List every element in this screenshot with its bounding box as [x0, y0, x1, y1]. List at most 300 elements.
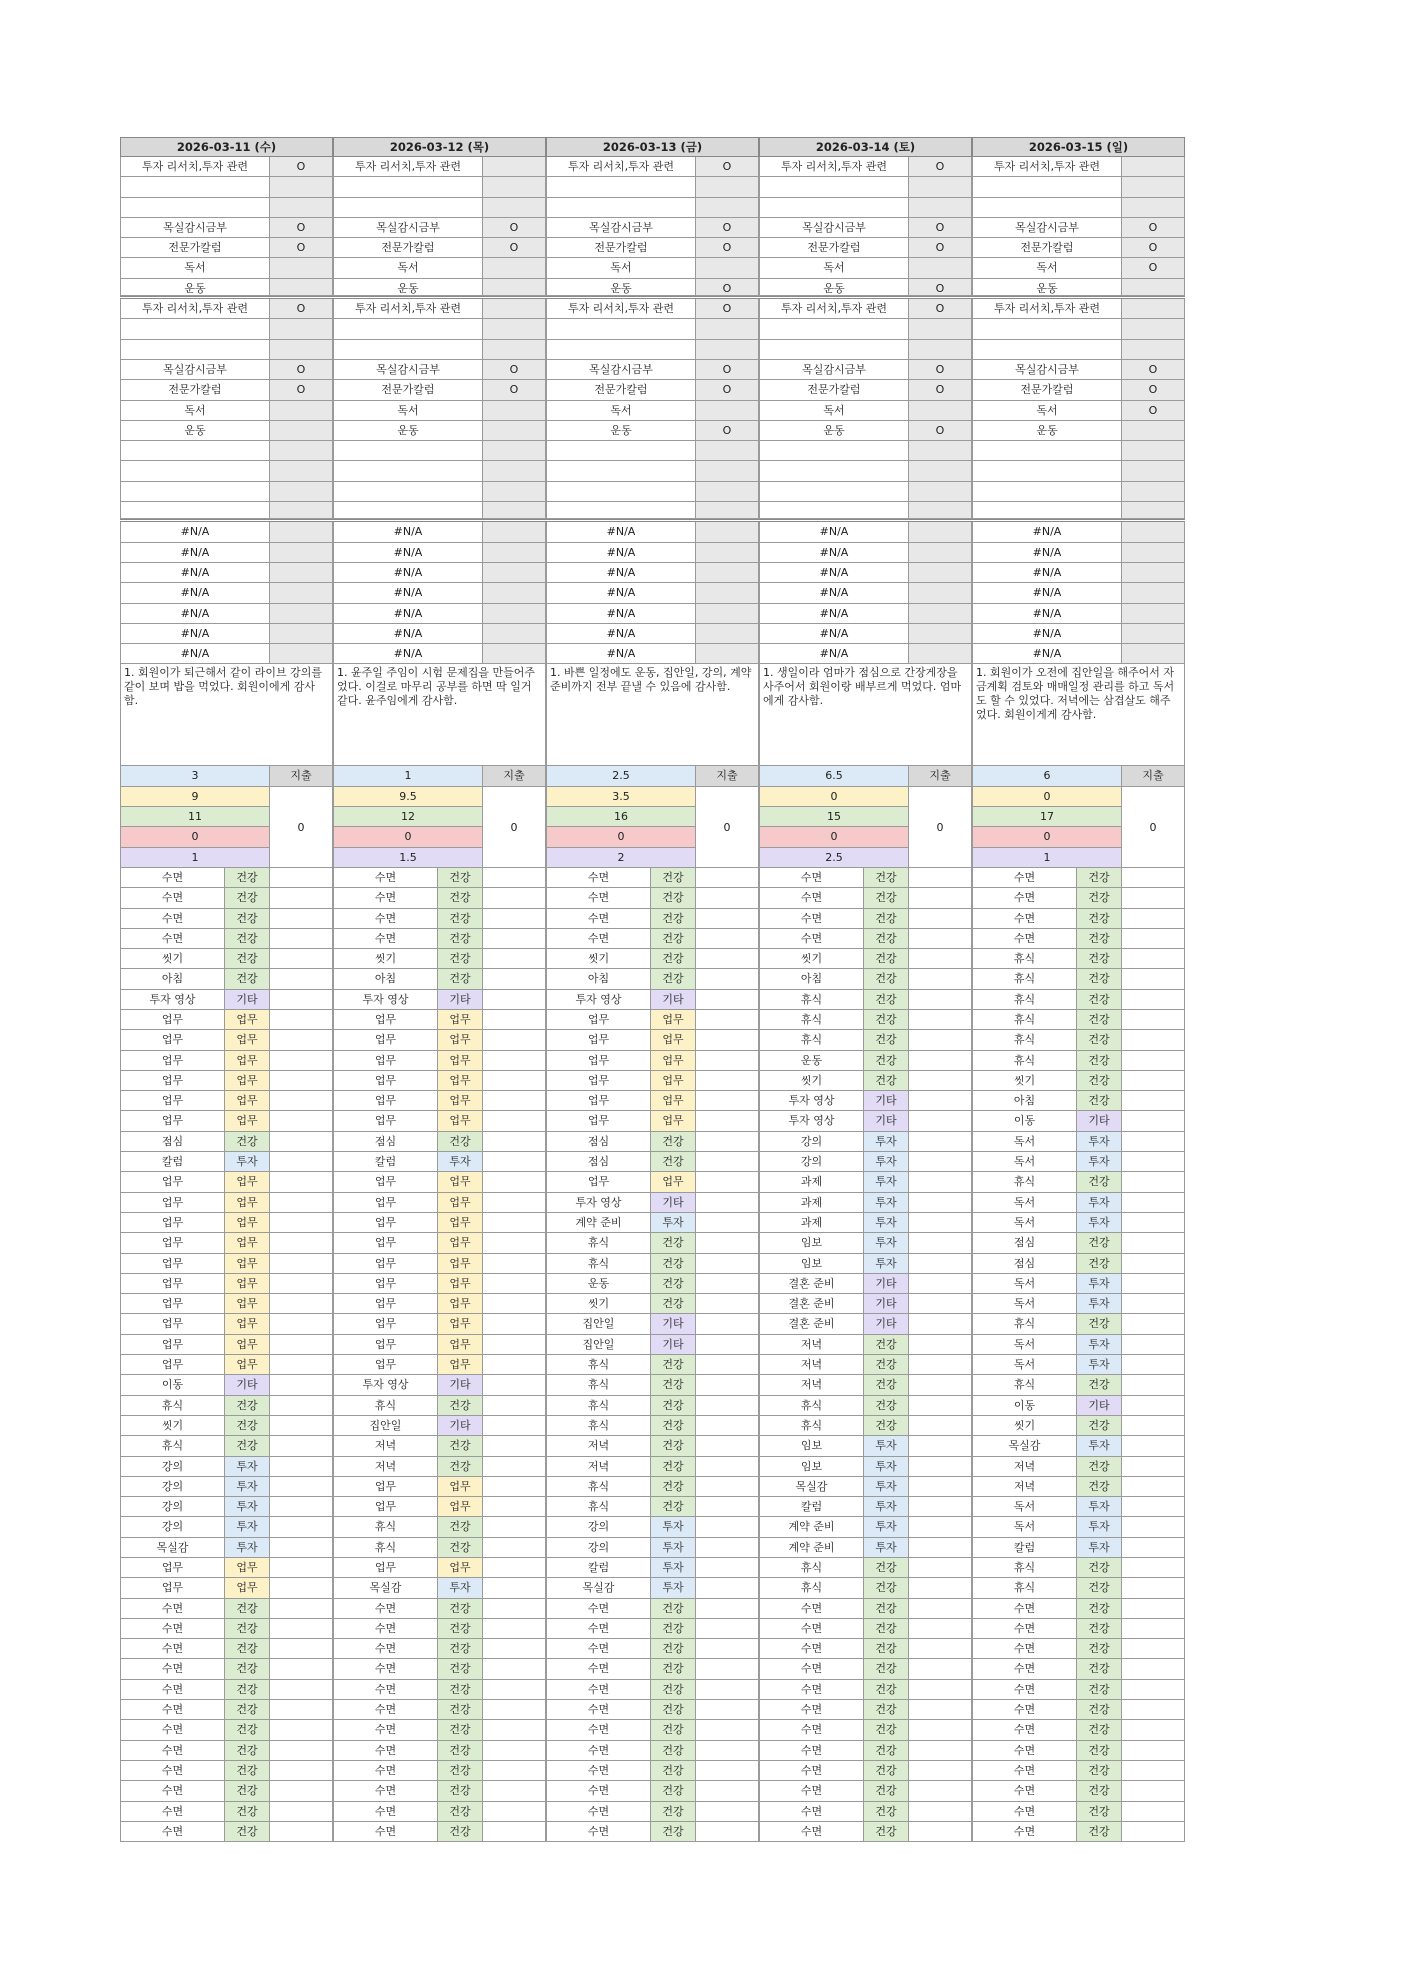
schedule-activity[interactable]: 수면 — [972, 1700, 1077, 1720]
task-check[interactable] — [909, 401, 972, 421]
schedule-activity[interactable]: 업무 — [546, 1030, 651, 1050]
schedule-activity[interactable]: 수면 — [333, 1781, 438, 1801]
schedule-activity[interactable]: 업무 — [120, 1355, 225, 1375]
schedule-activity[interactable]: 아침 — [120, 969, 225, 989]
schedule-activity[interactable]: 업무 — [120, 1172, 225, 1192]
schedule-activity[interactable]: 임보 — [759, 1457, 864, 1477]
task-check[interactable] — [483, 279, 546, 296]
schedule-activity[interactable]: 업무 — [120, 1233, 225, 1253]
task-check[interactable]: O — [909, 360, 972, 380]
schedule-activity[interactable]: 수면 — [972, 929, 1077, 949]
schedule-activity[interactable]: 수면 — [759, 1619, 864, 1639]
schedule-activity[interactable]: 저녁 — [546, 1436, 651, 1456]
task-check[interactable] — [1122, 441, 1185, 461]
schedule-activity[interactable]: 투자 영상 — [759, 1091, 864, 1111]
schedule-activity[interactable]: 수면 — [759, 1659, 864, 1679]
schedule-activity[interactable]: 휴식 — [972, 1375, 1077, 1395]
schedule-activity[interactable]: 휴식 — [546, 1396, 651, 1416]
schedule-activity[interactable]: 업무 — [120, 1314, 225, 1334]
task-check[interactable]: O — [696, 421, 759, 441]
schedule-activity[interactable]: 계약 준비 — [759, 1538, 864, 1558]
task-check[interactable] — [483, 482, 546, 502]
schedule-activity[interactable]: 이동 — [972, 1396, 1077, 1416]
schedule-activity[interactable]: 수면 — [972, 1720, 1077, 1740]
schedule-activity[interactable]: 저녁 — [333, 1457, 438, 1477]
gratitude-note[interactable]: 1. 바쁜 일정에도 운동, 집안일, 강의, 계약준비까지 전부 끝낼 수 있음에 감사함. — [546, 664, 759, 766]
schedule-activity[interactable]: 수면 — [120, 909, 225, 929]
task-check[interactable]: O — [909, 218, 972, 238]
schedule-activity[interactable]: 업무 — [333, 1477, 438, 1497]
schedule-activity[interactable]: 수면 — [972, 909, 1077, 929]
schedule-activity[interactable]: 수면 — [333, 888, 438, 908]
schedule-activity[interactable]: 업무 — [120, 1558, 225, 1578]
task-check[interactable] — [696, 258, 759, 278]
task-check[interactable]: O — [1122, 218, 1185, 238]
schedule-activity[interactable]: 수면 — [759, 1639, 864, 1659]
schedule-activity[interactable]: 아침 — [759, 969, 864, 989]
schedule-activity[interactable]: 수면 — [972, 1761, 1077, 1781]
schedule-activity[interactable]: 수면 — [546, 1599, 651, 1619]
schedule-activity[interactable]: 점심 — [333, 1132, 438, 1152]
schedule-activity[interactable]: 업무 — [546, 1071, 651, 1091]
task-check[interactable]: O — [909, 279, 972, 296]
schedule-activity[interactable]: 휴식 — [972, 1010, 1077, 1030]
schedule-activity[interactable]: 독서 — [972, 1355, 1077, 1375]
schedule-activity[interactable]: 수면 — [759, 1761, 864, 1781]
task-check[interactable]: O — [270, 238, 333, 258]
task-check[interactable] — [909, 319, 972, 339]
task-check[interactable] — [483, 502, 546, 519]
schedule-activity[interactable]: 업무 — [333, 1172, 438, 1192]
schedule-activity[interactable]: 수면 — [333, 1761, 438, 1781]
schedule-activity[interactable]: 휴식 — [546, 1416, 651, 1436]
schedule-activity[interactable]: 점심 — [120, 1132, 225, 1152]
schedule-activity[interactable]: 업무 — [333, 1051, 438, 1071]
task-check[interactable] — [1122, 299, 1185, 319]
schedule-activity[interactable]: 저녁 — [972, 1457, 1077, 1477]
schedule-activity[interactable]: 이동 — [120, 1375, 225, 1395]
schedule-activity[interactable]: 휴식 — [972, 1051, 1077, 1071]
task-check[interactable]: O — [270, 299, 333, 319]
schedule-activity[interactable]: 수면 — [120, 1720, 225, 1740]
schedule-activity[interactable]: 휴식 — [759, 990, 864, 1010]
schedule-activity[interactable]: 투자 영상 — [333, 1375, 438, 1395]
task-check[interactable] — [696, 319, 759, 339]
schedule-activity[interactable]: 독서 — [972, 1132, 1077, 1152]
schedule-activity[interactable]: 씻기 — [972, 1416, 1077, 1436]
task-check[interactable] — [1122, 340, 1185, 360]
task-check[interactable]: O — [909, 299, 972, 319]
schedule-activity[interactable]: 휴식 — [759, 1030, 864, 1050]
schedule-activity[interactable]: 목실감 — [759, 1477, 864, 1497]
schedule-activity[interactable]: 저녁 — [759, 1335, 864, 1355]
schedule-activity[interactable]: 휴식 — [546, 1497, 651, 1517]
task-check[interactable] — [696, 198, 759, 218]
schedule-activity[interactable]: 업무 — [120, 1051, 225, 1071]
task-check[interactable]: O — [696, 360, 759, 380]
schedule-activity[interactable]: 씻기 — [333, 949, 438, 969]
schedule-activity[interactable]: 씻기 — [546, 949, 651, 969]
task-check[interactable]: O — [483, 380, 546, 400]
schedule-activity[interactable]: 집안일 — [333, 1416, 438, 1436]
schedule-activity[interactable]: 수면 — [759, 1781, 864, 1801]
schedule-activity[interactable]: 업무 — [333, 1010, 438, 1030]
schedule-activity[interactable]: 업무 — [546, 1010, 651, 1030]
gratitude-note[interactable]: 1. 생일이라 엄마가 점심으로 간장게장을 사주어서 회원이랑 배부르게 먹었다. 엄마에게 감사함. — [759, 664, 972, 766]
schedule-activity[interactable]: 강의 — [759, 1152, 864, 1172]
schedule-activity[interactable]: 휴식 — [972, 1578, 1077, 1598]
schedule-activity[interactable]: 수면 — [333, 1700, 438, 1720]
task-check[interactable]: O — [909, 157, 972, 177]
gratitude-note[interactable]: 1. 회원이가 오전에 집안일을 해주어서 자금계획 검토와 매매일정 관리를 하고 독서도 할 수 있었다. 저녁에는 삼겹살도 해주었다. 회원이게게 감사함. — [972, 664, 1185, 766]
schedule-activity[interactable]: 수면 — [972, 1680, 1077, 1700]
task-check[interactable]: O — [696, 157, 759, 177]
schedule-activity[interactable]: 독서 — [972, 1213, 1077, 1233]
schedule-activity[interactable]: 강의 — [759, 1132, 864, 1152]
schedule-activity[interactable]: 수면 — [333, 1802, 438, 1822]
schedule-activity[interactable]: 업무 — [333, 1111, 438, 1131]
task-check[interactable] — [909, 502, 972, 519]
schedule-activity[interactable]: 수면 — [759, 1680, 864, 1700]
schedule-activity[interactable]: 수면 — [759, 1802, 864, 1822]
schedule-activity[interactable]: 휴식 — [972, 949, 1077, 969]
schedule-activity[interactable]: 수면 — [120, 1761, 225, 1781]
schedule-activity[interactable]: 휴식 — [333, 1538, 438, 1558]
schedule-activity[interactable]: 업무 — [333, 1254, 438, 1274]
task-check[interactable]: O — [696, 279, 759, 296]
schedule-activity[interactable]: 업무 — [120, 1335, 225, 1355]
schedule-activity[interactable]: 휴식 — [120, 1396, 225, 1416]
schedule-activity[interactable]: 독서 — [972, 1497, 1077, 1517]
task-check[interactable] — [696, 502, 759, 519]
task-check[interactable]: O — [909, 380, 972, 400]
schedule-activity[interactable]: 수면 — [759, 1720, 864, 1740]
schedule-activity[interactable]: 업무 — [333, 1314, 438, 1334]
task-check[interactable] — [909, 340, 972, 360]
task-check[interactable]: O — [270, 218, 333, 238]
schedule-activity[interactable]: 씻기 — [972, 1071, 1077, 1091]
schedule-activity[interactable]: 업무 — [120, 1274, 225, 1294]
schedule-activity[interactable]: 수면 — [972, 1599, 1077, 1619]
task-check[interactable]: O — [909, 421, 972, 441]
schedule-activity[interactable]: 독서 — [972, 1294, 1077, 1314]
schedule-activity[interactable]: 씻기 — [120, 1416, 225, 1436]
schedule-activity[interactable]: 임보 — [759, 1436, 864, 1456]
task-check[interactable] — [483, 421, 546, 441]
schedule-activity[interactable]: 업무 — [120, 1578, 225, 1598]
task-check[interactable] — [270, 482, 333, 502]
schedule-activity[interactable]: 이동 — [972, 1111, 1077, 1131]
schedule-activity[interactable]: 집안일 — [546, 1314, 651, 1334]
task-check[interactable] — [696, 401, 759, 421]
schedule-activity[interactable]: 수면 — [759, 1599, 864, 1619]
schedule-activity[interactable]: 씻기 — [759, 949, 864, 969]
schedule-activity[interactable]: 수면 — [546, 1741, 651, 1761]
task-check[interactable] — [483, 157, 546, 177]
schedule-activity[interactable]: 칼럼 — [546, 1558, 651, 1578]
schedule-activity[interactable]: 업무 — [120, 1030, 225, 1050]
schedule-activity[interactable]: 수면 — [972, 1639, 1077, 1659]
task-check[interactable]: O — [1122, 360, 1185, 380]
task-check[interactable] — [270, 319, 333, 339]
schedule-activity[interactable]: 업무 — [333, 1274, 438, 1294]
schedule-activity[interactable]: 수면 — [546, 1619, 651, 1639]
schedule-activity[interactable]: 투자 영상 — [546, 1193, 651, 1213]
schedule-activity[interactable]: 수면 — [972, 1802, 1077, 1822]
schedule-activity[interactable]: 휴식 — [972, 1558, 1077, 1578]
schedule-activity[interactable]: 결혼 준비 — [759, 1314, 864, 1334]
schedule-activity[interactable]: 과제 — [759, 1193, 864, 1213]
task-check[interactable] — [909, 441, 972, 461]
schedule-activity[interactable]: 저녁 — [333, 1436, 438, 1456]
schedule-activity[interactable]: 수면 — [759, 1822, 864, 1842]
schedule-activity[interactable]: 휴식 — [546, 1375, 651, 1395]
schedule-activity[interactable]: 수면 — [972, 868, 1077, 888]
schedule-activity[interactable]: 목실감 — [972, 1436, 1077, 1456]
schedule-activity[interactable]: 업무 — [333, 1193, 438, 1213]
schedule-activity[interactable]: 수면 — [759, 909, 864, 929]
schedule-activity[interactable]: 칼럼 — [759, 1497, 864, 1517]
schedule-activity[interactable]: 수면 — [546, 909, 651, 929]
schedule-activity[interactable]: 업무 — [120, 1193, 225, 1213]
task-check[interactable]: O — [909, 238, 972, 258]
schedule-activity[interactable]: 독서 — [972, 1274, 1077, 1294]
schedule-activity[interactable]: 저녁 — [546, 1457, 651, 1477]
schedule-activity[interactable]: 수면 — [333, 1680, 438, 1700]
schedule-activity[interactable]: 투자 영상 — [333, 990, 438, 1010]
schedule-activity[interactable]: 수면 — [333, 1599, 438, 1619]
schedule-activity[interactable]: 수면 — [972, 888, 1077, 908]
schedule-activity[interactable]: 수면 — [333, 929, 438, 949]
task-check[interactable] — [1122, 157, 1185, 177]
schedule-activity[interactable]: 업무 — [546, 1172, 651, 1192]
schedule-activity[interactable]: 휴식 — [546, 1233, 651, 1253]
schedule-activity[interactable]: 수면 — [546, 1781, 651, 1801]
schedule-activity[interactable]: 업무 — [333, 1071, 438, 1091]
schedule-activity[interactable]: 강의 — [120, 1457, 225, 1477]
task-check[interactable] — [483, 340, 546, 360]
schedule-activity[interactable]: 과제 — [759, 1213, 864, 1233]
task-check[interactable] — [1122, 319, 1185, 339]
task-check[interactable] — [483, 177, 546, 197]
schedule-activity[interactable]: 휴식 — [333, 1396, 438, 1416]
schedule-activity[interactable]: 칼럼 — [333, 1152, 438, 1172]
schedule-activity[interactable]: 수면 — [546, 929, 651, 949]
task-check[interactable] — [1122, 421, 1185, 441]
task-check[interactable] — [483, 258, 546, 278]
task-check[interactable]: O — [1122, 258, 1185, 278]
schedule-activity[interactable]: 결혼 준비 — [759, 1294, 864, 1314]
schedule-activity[interactable]: 수면 — [546, 1802, 651, 1822]
task-check[interactable] — [1122, 482, 1185, 502]
task-check[interactable]: O — [696, 218, 759, 238]
schedule-activity[interactable]: 투자 영상 — [546, 990, 651, 1010]
task-check[interactable] — [909, 482, 972, 502]
task-check[interactable]: O — [483, 218, 546, 238]
schedule-activity[interactable]: 수면 — [120, 929, 225, 949]
task-check[interactable] — [1122, 177, 1185, 197]
schedule-activity[interactable]: 수면 — [759, 1741, 864, 1761]
schedule-activity[interactable]: 강의 — [120, 1477, 225, 1497]
schedule-activity[interactable]: 수면 — [972, 1781, 1077, 1801]
schedule-activity[interactable]: 업무 — [120, 1091, 225, 1111]
schedule-activity[interactable]: 저녁 — [759, 1355, 864, 1375]
schedule-activity[interactable]: 강의 — [120, 1497, 225, 1517]
schedule-activity[interactable]: 수면 — [333, 909, 438, 929]
task-check[interactable] — [270, 340, 333, 360]
schedule-activity[interactable]: 아침 — [972, 1091, 1077, 1111]
schedule-activity[interactable]: 수면 — [546, 888, 651, 908]
task-check[interactable] — [270, 461, 333, 481]
schedule-activity[interactable]: 휴식 — [972, 990, 1077, 1010]
task-check[interactable] — [483, 319, 546, 339]
schedule-activity[interactable]: 수면 — [120, 1619, 225, 1639]
task-check[interactable]: O — [1122, 238, 1185, 258]
schedule-activity[interactable]: 휴식 — [546, 1355, 651, 1375]
schedule-activity[interactable]: 강의 — [120, 1517, 225, 1537]
schedule-activity[interactable]: 수면 — [972, 1659, 1077, 1679]
task-check[interactable] — [696, 461, 759, 481]
schedule-activity[interactable]: 휴식 — [759, 1010, 864, 1030]
schedule-activity[interactable]: 수면 — [120, 1659, 225, 1679]
gratitude-note[interactable]: 1. 회원이가 퇴근해서 같이 라이브 강의를 같이 보며 밥을 먹었다. 회원이에게 감사함. — [120, 664, 333, 766]
schedule-activity[interactable]: 집안일 — [546, 1335, 651, 1355]
task-check[interactable] — [909, 198, 972, 218]
task-check[interactable]: O — [1122, 401, 1185, 421]
schedule-activity[interactable]: 휴식 — [972, 969, 1077, 989]
schedule-activity[interactable]: 업무 — [333, 1497, 438, 1517]
schedule-activity[interactable]: 목실감 — [333, 1578, 438, 1598]
schedule-activity[interactable]: 수면 — [120, 888, 225, 908]
schedule-activity[interactable]: 투자 영상 — [759, 1111, 864, 1131]
schedule-activity[interactable]: 수면 — [546, 1700, 651, 1720]
schedule-activity[interactable]: 수면 — [120, 1802, 225, 1822]
schedule-activity[interactable]: 씻기 — [546, 1294, 651, 1314]
schedule-activity[interactable]: 수면 — [546, 1680, 651, 1700]
schedule-activity[interactable]: 업무 — [333, 1355, 438, 1375]
schedule-activity[interactable]: 업무 — [333, 1213, 438, 1233]
schedule-activity[interactable]: 휴식 — [120, 1436, 225, 1456]
schedule-activity[interactable]: 수면 — [546, 1822, 651, 1842]
schedule-activity[interactable]: 업무 — [120, 1254, 225, 1274]
schedule-activity[interactable]: 수면 — [333, 1619, 438, 1639]
task-check[interactable] — [270, 177, 333, 197]
schedule-activity[interactable]: 수면 — [546, 1720, 651, 1740]
schedule-activity[interactable]: 수면 — [120, 1639, 225, 1659]
schedule-activity[interactable]: 결혼 준비 — [759, 1274, 864, 1294]
schedule-activity[interactable]: 저녁 — [759, 1375, 864, 1395]
schedule-activity[interactable]: 수면 — [546, 868, 651, 888]
schedule-activity[interactable]: 저녁 — [972, 1477, 1077, 1497]
task-check[interactable] — [909, 177, 972, 197]
schedule-activity[interactable]: 휴식 — [759, 1396, 864, 1416]
task-check[interactable] — [1122, 502, 1185, 519]
schedule-activity[interactable]: 수면 — [120, 1822, 225, 1842]
task-check[interactable] — [270, 258, 333, 278]
task-check[interactable] — [696, 340, 759, 360]
schedule-activity[interactable]: 목실감 — [546, 1578, 651, 1598]
schedule-activity[interactable]: 수면 — [120, 1741, 225, 1761]
schedule-activity[interactable]: 업무 — [546, 1091, 651, 1111]
task-check[interactable] — [483, 299, 546, 319]
gratitude-note[interactable]: 1. 윤주일 주임이 시험 문제집을 만들어주었다. 이걸로 마무리 공부를 하면 딱 일거 같다. 윤주임에게 감사함. — [333, 664, 546, 766]
schedule-activity[interactable]: 업무 — [120, 1213, 225, 1233]
schedule-activity[interactable]: 강의 — [546, 1538, 651, 1558]
schedule-activity[interactable]: 업무 — [333, 1335, 438, 1355]
schedule-activity[interactable]: 수면 — [546, 1761, 651, 1781]
schedule-activity[interactable]: 업무 — [120, 1010, 225, 1030]
schedule-activity[interactable]: 수면 — [546, 1659, 651, 1679]
schedule-activity[interactable]: 점심 — [972, 1254, 1077, 1274]
task-check[interactable] — [270, 401, 333, 421]
schedule-activity[interactable]: 업무 — [333, 1030, 438, 1050]
task-check[interactable] — [483, 461, 546, 481]
schedule-activity[interactable]: 수면 — [120, 868, 225, 888]
schedule-activity[interactable]: 업무 — [333, 1558, 438, 1578]
schedule-activity[interactable]: 수면 — [333, 868, 438, 888]
schedule-activity[interactable]: 휴식 — [972, 1314, 1077, 1334]
schedule-activity[interactable]: 수면 — [333, 1659, 438, 1679]
schedule-activity[interactable]: 수면 — [759, 888, 864, 908]
schedule-activity[interactable]: 휴식 — [759, 1578, 864, 1598]
task-check[interactable]: O — [483, 360, 546, 380]
schedule-activity[interactable]: 업무 — [546, 1111, 651, 1131]
schedule-activity[interactable]: 운동 — [546, 1274, 651, 1294]
schedule-activity[interactable]: 수면 — [120, 1700, 225, 1720]
schedule-activity[interactable]: 휴식 — [972, 1030, 1077, 1050]
task-check[interactable]: O — [696, 238, 759, 258]
task-check[interactable] — [696, 482, 759, 502]
schedule-activity[interactable]: 임보 — [759, 1233, 864, 1253]
schedule-activity[interactable]: 수면 — [972, 1822, 1077, 1842]
schedule-activity[interactable]: 점심 — [546, 1132, 651, 1152]
schedule-activity[interactable]: 수면 — [333, 1639, 438, 1659]
schedule-activity[interactable]: 업무 — [333, 1294, 438, 1314]
task-check[interactable]: O — [270, 380, 333, 400]
schedule-activity[interactable]: 휴식 — [759, 1416, 864, 1436]
schedule-activity[interactable]: 독서 — [972, 1193, 1077, 1213]
schedule-activity[interactable]: 휴식 — [546, 1254, 651, 1274]
schedule-activity[interactable]: 아침 — [546, 969, 651, 989]
schedule-activity[interactable]: 투자 영상 — [120, 990, 225, 1010]
task-check[interactable] — [1122, 198, 1185, 218]
schedule-activity[interactable]: 아침 — [333, 969, 438, 989]
task-check[interactable]: O — [483, 238, 546, 258]
schedule-activity[interactable]: 운동 — [759, 1051, 864, 1071]
schedule-activity[interactable]: 임보 — [759, 1254, 864, 1274]
schedule-activity[interactable]: 계약 준비 — [759, 1517, 864, 1537]
schedule-activity[interactable]: 업무 — [546, 1051, 651, 1071]
schedule-activity[interactable]: 휴식 — [546, 1477, 651, 1497]
schedule-activity[interactable]: 수면 — [759, 868, 864, 888]
schedule-activity[interactable]: 독서 — [972, 1335, 1077, 1355]
schedule-activity[interactable]: 휴식 — [972, 1172, 1077, 1192]
schedule-activity[interactable]: 수면 — [120, 1599, 225, 1619]
task-check[interactable] — [1122, 461, 1185, 481]
schedule-activity[interactable]: 수면 — [972, 1741, 1077, 1761]
task-check[interactable] — [270, 502, 333, 519]
schedule-activity[interactable]: 수면 — [120, 1680, 225, 1700]
task-check[interactable] — [909, 258, 972, 278]
schedule-activity[interactable]: 수면 — [333, 1720, 438, 1740]
schedule-activity[interactable]: 업무 — [333, 1233, 438, 1253]
schedule-activity[interactable]: 업무 — [333, 1091, 438, 1111]
task-check[interactable]: O — [270, 360, 333, 380]
schedule-activity[interactable]: 강의 — [546, 1517, 651, 1537]
schedule-activity[interactable]: 씻기 — [120, 949, 225, 969]
schedule-activity[interactable]: 수면 — [759, 1700, 864, 1720]
task-check[interactable] — [270, 441, 333, 461]
